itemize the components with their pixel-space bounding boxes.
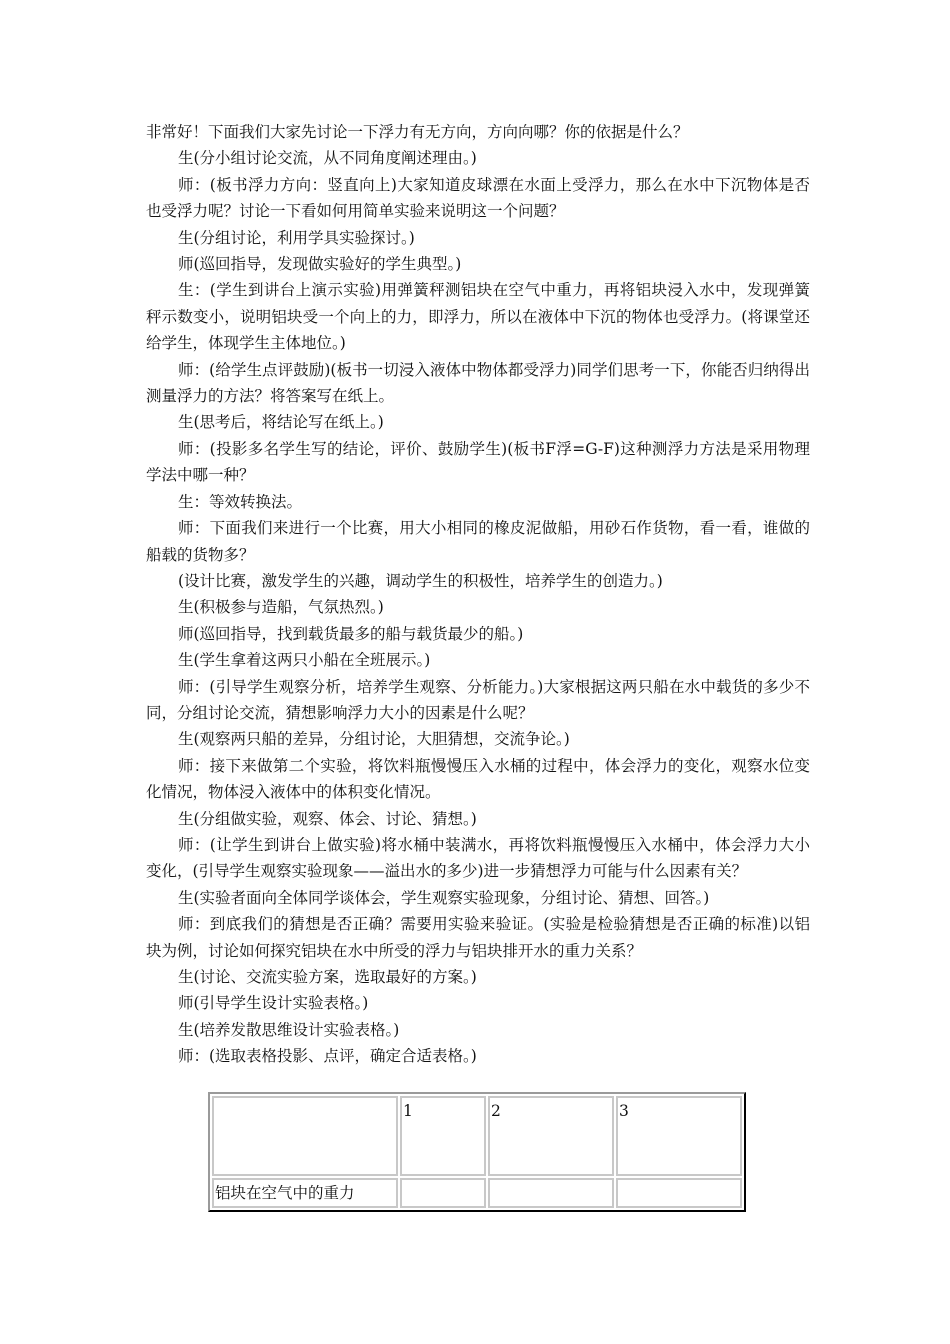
paragraph: 师(巡回指导，发现做实验好的学生典型。) — [178, 255, 462, 274]
paragraph: 生(思考后，将结论写在纸上。) — [178, 413, 384, 432]
paragraph: 生(观察两只船的差异，分组讨论，大胆猜想，交流争论。) — [178, 730, 570, 749]
table-cell — [616, 1178, 742, 1208]
table-row — [212, 1178, 742, 1208]
paragraph: 生：(学生到讲台上演示实验)用弹簧秤测铝块在空气中重力，再将铝块浸入水中，发现弹簧秤示数变小，说明铝块受一个向上的力，即浮力，所以在液体中下沉的物体也受浮力。(将课堂还给学生，体现学生主体地位。) — [146, 281, 810, 353]
paragraph: 师：到底我们的猜想是否正确？需要用实验来验证。(实验是检验猜想是否正确的标准)以铝块为例，讨论如何探究铝块在水中所受的浮力与铝块排开水的重力关系？ — [146, 915, 810, 960]
table-cell — [400, 1178, 486, 1208]
experiment-table-wrapper — [208, 1092, 746, 1212]
table-row-label: 铝块在空气中的重力 — [212, 1178, 398, 1208]
paragraph: 师：(投影多名学生写的结论，评价、鼓励学生)(板书F浮=G-F)这种测浮力方法是采用物理学法中哪一种？ — [146, 439, 810, 485]
paragraph: (设计比赛，激发学生的兴趣，调动学生的积极性，培养学生的创造力。) — [178, 571, 663, 590]
paragraph: 生(实验者面向全体同学谈体会，学生观察实验现象，分组讨论、猜想、回答。) — [178, 888, 710, 907]
table-header-cell: 3 — [616, 1096, 742, 1176]
paragraph: 师：(引导学生观察分析，培养学生观察、分析能力。)大家根据这两只船在水中载货的多少不同，分组讨论交流，猜想影响浮力大小的因素是什么呢？ — [146, 677, 810, 722]
table-header-cell — [212, 1096, 398, 1176]
paragraph: 生(分组讨论，利用学具实验探讨。) — [178, 228, 415, 247]
paragraph: 师：(给学生点评鼓励)(板书一切浸入液体中物体都受浮力)同学们思考一下，你能否归纳得出测量浮力的方法？将答案写在纸上。 — [146, 360, 810, 406]
paragraph: 师(引导学生设计实验表格。) — [178, 994, 369, 1013]
paragraph: 师(巡回指导，找到载货最多的船与载货最少的船。) — [178, 624, 524, 643]
paragraph: 生(分组做实验，观察、体会、讨论、猜想。) — [178, 809, 477, 828]
paragraph: 生(学生拿着这两只小船在全班展示。) — [178, 651, 431, 670]
lesson-text — [146, 119, 810, 1070]
paragraph: 生(讨论、交流实验方案，选取最好的方案。) — [178, 968, 477, 986]
paragraph: 生(分小组讨论交流，从不同角度阐述理由。) — [178, 149, 477, 168]
paragraph: 非常好！下面我们大家先讨论一下浮力有无方向，方向向哪？你的依据是什么？ — [146, 123, 689, 141]
table-header-row — [212, 1096, 742, 1176]
paragraph: 师：(选取表格投影、点评，确定合适表格。) — [178, 1047, 477, 1066]
paragraph: 生(积极参与造船，气氛热烈。) — [178, 598, 384, 617]
paragraph: 师：下面我们来进行一个比赛，用大小相同的橡皮泥做船，用砂石作货物，看一看，谁做的船载的货物多？ — [146, 519, 810, 564]
paragraph: 生(培养发散思维设计实验表格。) — [178, 1020, 400, 1039]
table-header-cell: 1 — [400, 1096, 486, 1176]
experiment-table — [208, 1092, 746, 1212]
table-cell — [488, 1178, 614, 1208]
paragraph: 师：(让学生到讲台上做实验)将水桶中装满水，再将饮料瓶慢慢压入水桶中，体会浮力大小变化，(引导学生观察实验现象——溢出水的多少)进一步猜想浮力可能与什么因素有关？ — [146, 835, 810, 881]
paragraph: 生：等效转换法。 — [178, 492, 303, 511]
table-header-cell: 2 — [488, 1096, 614, 1176]
paragraph: 师：(板书浮力方向：竖直向上)大家知道皮球漂在水面上受浮力，那么在水中下沉物体是否也受浮力呢？讨论一下看如何用简单实验来说明这一个问题？ — [146, 175, 810, 221]
paragraph: 师：接下来做第二个实验，将饮料瓶慢慢压入水桶的过程中，体会浮力的变化，观察水位变化情况，物体浸入液体中的体积变化情况。 — [146, 756, 810, 802]
